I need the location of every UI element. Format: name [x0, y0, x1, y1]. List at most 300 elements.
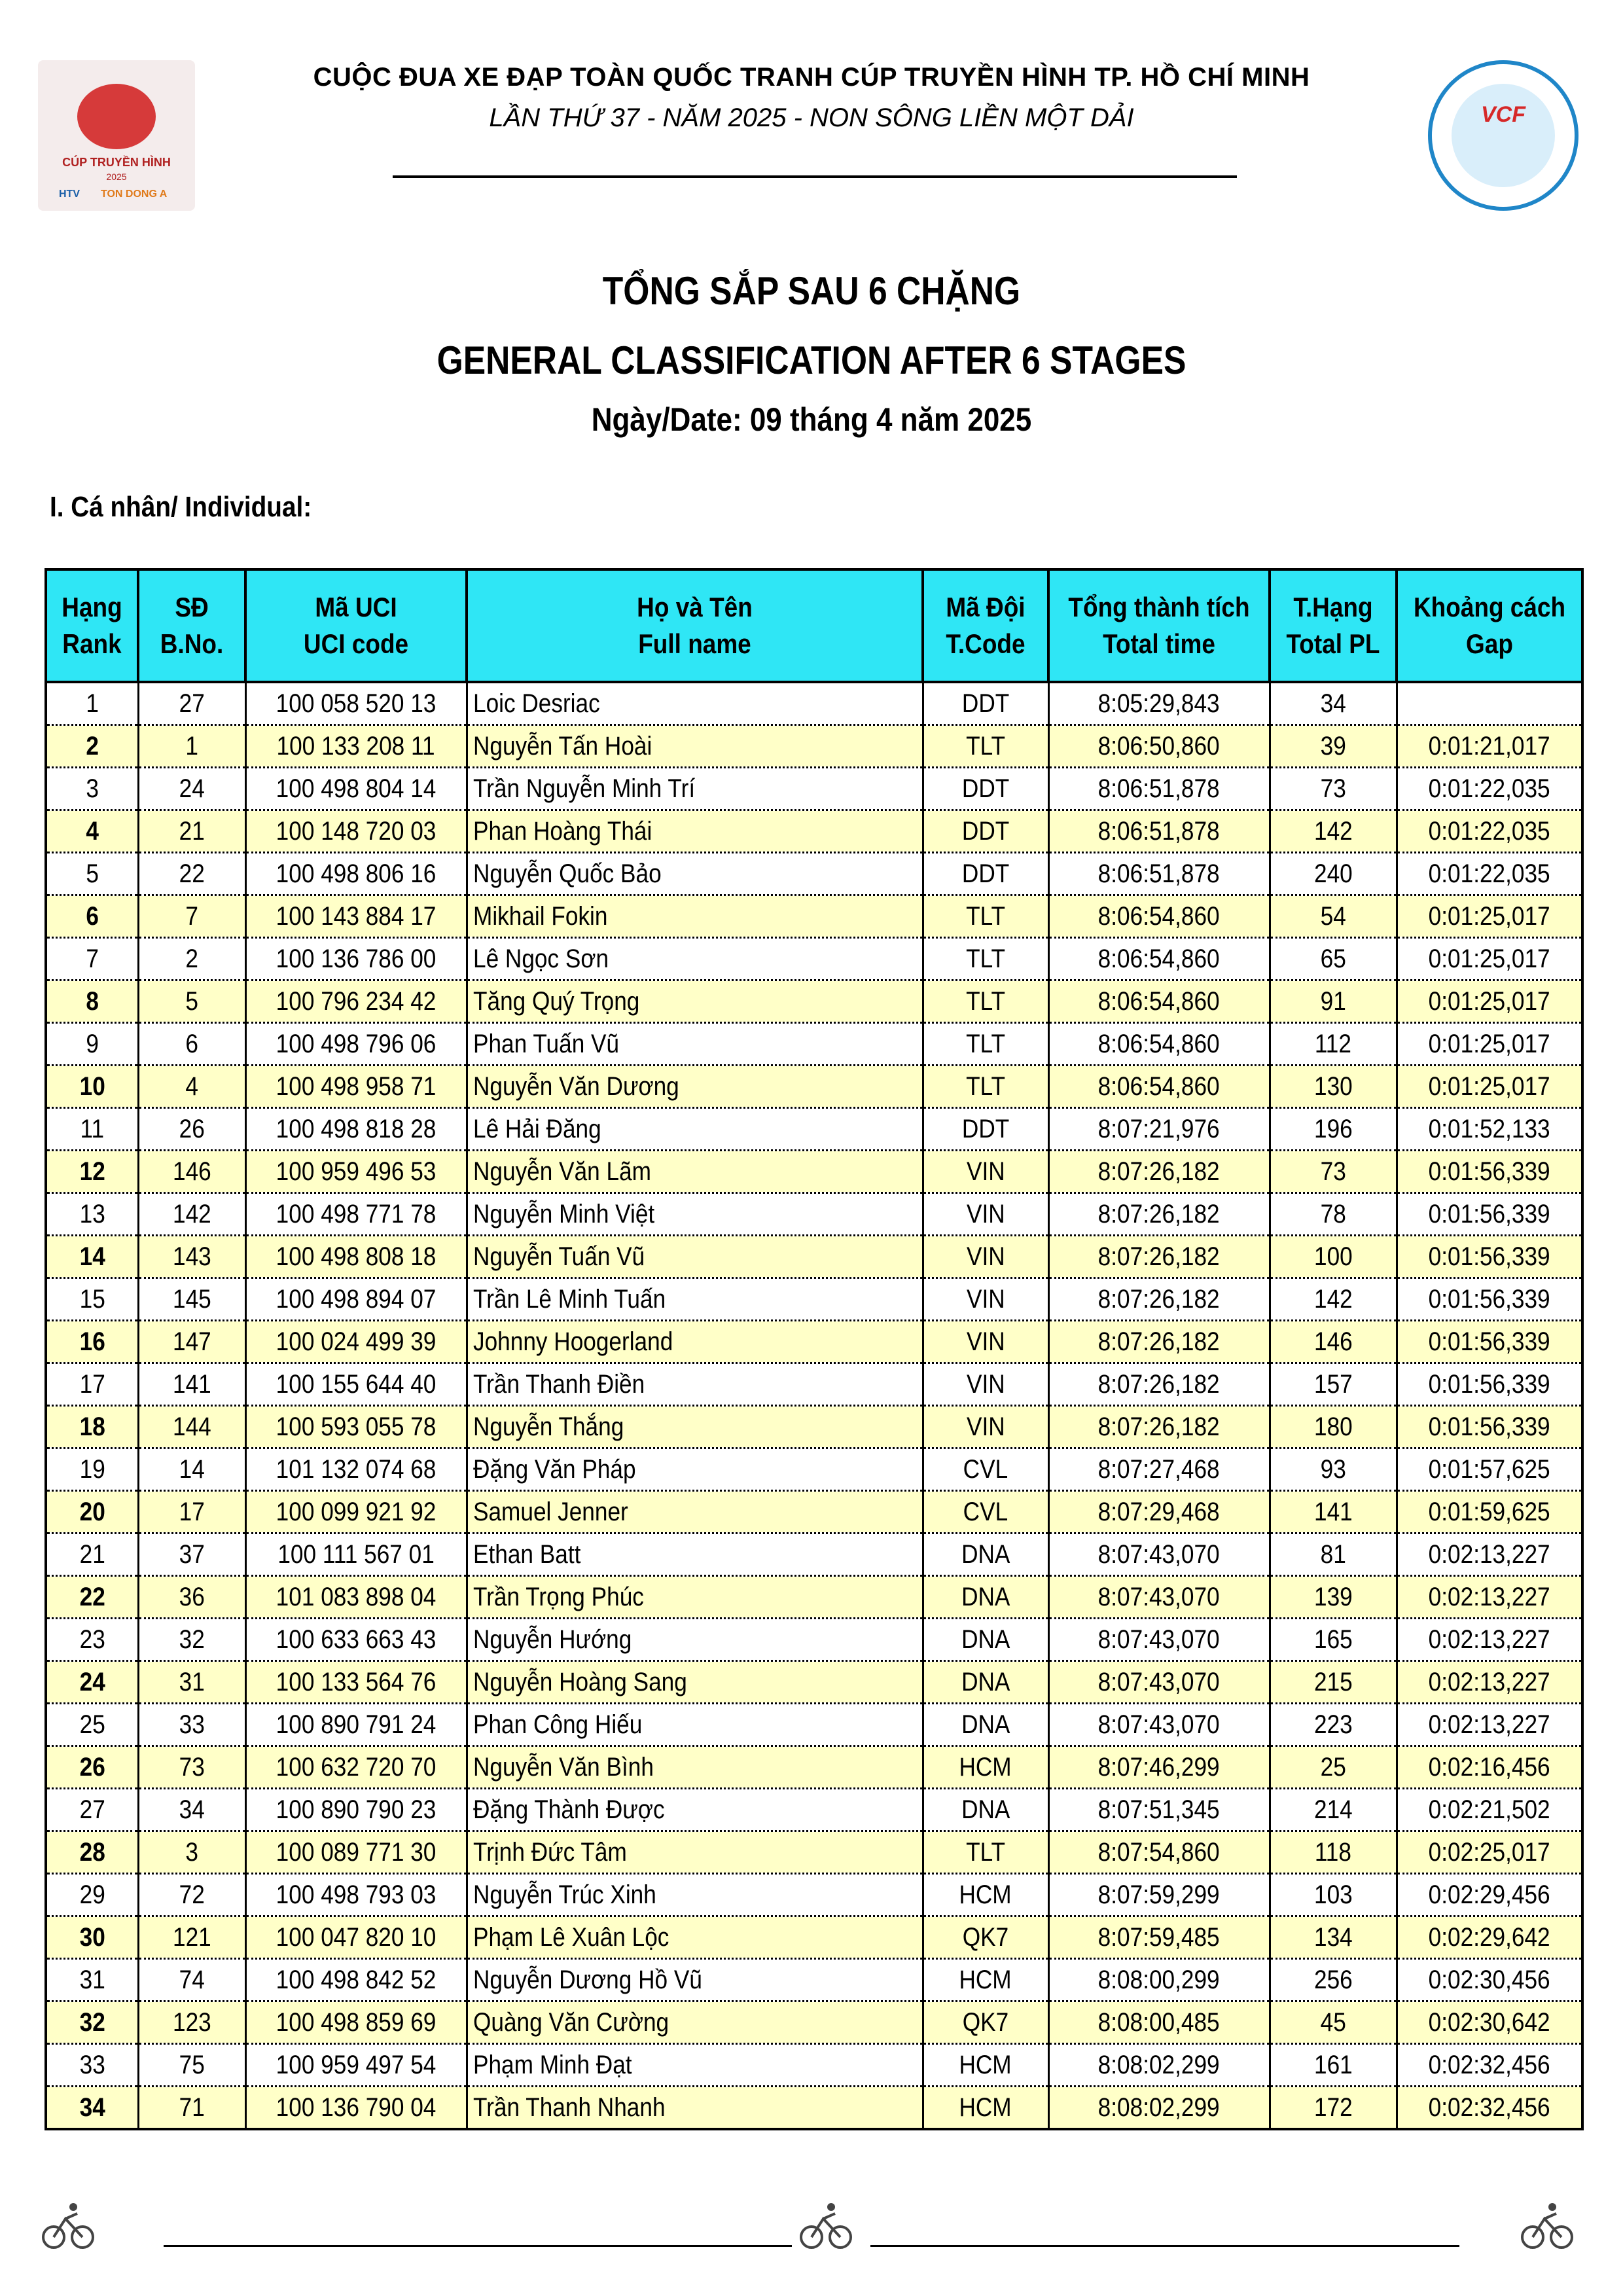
cell-team-code	[923, 725, 1048, 768]
cell-bib-text: 143	[172, 1242, 211, 1271]
cell-rank	[46, 1916, 138, 1959]
column-header-gap	[1397, 569, 1582, 682]
cell-total-time	[1048, 2001, 1270, 2044]
cell-team-code-text: TLT	[966, 986, 1005, 1016]
cell-team-code	[923, 1151, 1048, 1193]
cell-gap-text: 0:01:22,035	[1428, 774, 1550, 803]
cell-rank	[46, 1661, 138, 1704]
cell-gap-text: 0:02:13,227	[1428, 1667, 1550, 1696]
cell-total-points-text: 196	[1313, 1114, 1353, 1143]
cell-uci-code	[245, 768, 467, 810]
cell-gap-text: 0:01:59,625	[1428, 1497, 1550, 1526]
table-row	[46, 1236, 1582, 1278]
cell-uci-code	[245, 853, 467, 895]
cell-rank	[46, 1151, 138, 1193]
cell-team-code	[923, 1491, 1048, 1534]
cell-rider-name-text: Ethan Batt	[473, 1539, 580, 1569]
cell-gap	[1397, 895, 1582, 938]
cell-rank-text: 19	[79, 1454, 105, 1484]
table-row	[46, 1661, 1582, 1704]
cell-total-time	[1048, 1789, 1270, 1831]
cell-rank-text: 8	[85, 986, 99, 1016]
cell-total-points-text: 91	[1320, 986, 1346, 1016]
cell-total-points-text: 54	[1320, 901, 1346, 931]
cell-total-time	[1048, 1236, 1270, 1278]
column-header-points-line: T.Hạng	[1293, 592, 1373, 622]
cell-uci-code	[245, 1278, 467, 1321]
cell-bib-text: 17	[179, 1497, 205, 1526]
cell-uci-code	[245, 1491, 467, 1534]
cell-gap	[1397, 1066, 1582, 1108]
cell-total-time	[1048, 895, 1270, 938]
cell-uci-code	[245, 1448, 467, 1491]
cell-total-time-text: 8:05:29,843	[1098, 689, 1220, 718]
cell-total-points-text: 118	[1314, 1837, 1352, 1867]
cell-total-points-text: 112	[1314, 1029, 1352, 1058]
cell-uci-code	[245, 1236, 467, 1278]
table-row	[46, 1491, 1582, 1534]
cell-bib	[138, 2087, 245, 2130]
cell-rider-name-text: Nguyễn Văn Lãm	[473, 1157, 651, 1186]
cell-uci-code-text: 100 136 786 00	[276, 944, 437, 973]
cell-bib-text: 27	[179, 689, 205, 718]
cell-team-code	[923, 1278, 1048, 1321]
cyclist-icon	[39, 2199, 98, 2251]
cell-rank-text: 23	[79, 1624, 105, 1654]
cell-bib-text: 2	[185, 944, 198, 973]
cell-rider-name-text: Nguyễn Hoàng Sang	[473, 1667, 687, 1696]
cell-total-points-text: 141	[1313, 1497, 1353, 1526]
cell-team-code-text: VIN	[966, 1157, 1005, 1186]
cell-uci-code	[245, 1746, 467, 1789]
cell-bib-text: 75	[179, 2050, 205, 2079]
cell-team-code-text: TLT	[966, 901, 1005, 931]
cell-rank-text: 12	[79, 1157, 105, 1186]
table-row	[46, 1789, 1582, 1831]
cell-gap	[1397, 810, 1582, 853]
cell-total-time-text: 8:07:54,860	[1098, 1837, 1220, 1867]
cell-bib	[138, 2044, 245, 2087]
cell-total-points	[1270, 1236, 1397, 1278]
cell-rider-name	[467, 2044, 923, 2087]
cell-gap	[1397, 1789, 1582, 1831]
cell-gap	[1397, 1704, 1582, 1746]
cell-uci-code	[245, 2044, 467, 2087]
cell-gap-text: 0:02:30,642	[1428, 2007, 1550, 2037]
table-row	[46, 1916, 1582, 1959]
cell-team-code-text: DNA	[961, 1710, 1010, 1739]
cell-uci-code	[245, 682, 467, 725]
cell-gap-text: 0:01:56,339	[1428, 1327, 1550, 1356]
table-row	[46, 1151, 1582, 1193]
cell-total-points	[1270, 725, 1397, 768]
table-row	[46, 895, 1582, 938]
cell-rank	[46, 1278, 138, 1321]
cell-total-points	[1270, 1874, 1397, 1916]
cell-gap-text: 0:02:29,456	[1428, 1880, 1550, 1909]
cell-bib-text: 72	[179, 1880, 205, 1909]
cell-uci-code	[245, 1831, 467, 1874]
sponsor-logo: TON DONG A	[101, 188, 168, 200]
cell-total-time	[1048, 938, 1270, 980]
cell-rider-name-text: Đặng Văn Pháp	[473, 1454, 636, 1484]
cell-total-time-text: 8:07:43,070	[1098, 1582, 1220, 1611]
cell-rank-text: 25	[79, 1710, 105, 1739]
cell-total-time-text: 8:06:51,878	[1098, 816, 1220, 846]
cell-rank-text: 27	[79, 1795, 105, 1824]
cell-gap-text: 0:02:16,456	[1428, 1752, 1550, 1782]
cell-total-points	[1270, 895, 1397, 938]
cell-rank	[46, 895, 138, 938]
cell-rider-name-text: Nguyễn Văn Bình	[473, 1752, 654, 1782]
cell-uci-code-text: 100 498 818 28	[276, 1114, 437, 1143]
cell-bib-text: 31	[179, 1667, 205, 1696]
cell-rider-name-text: Nguyễn Tấn Hoài	[473, 731, 652, 761]
cell-total-points	[1270, 1959, 1397, 2001]
cell-total-points	[1270, 1023, 1397, 1066]
cell-rank-text: 30	[79, 1922, 105, 1952]
cell-total-points	[1270, 1108, 1397, 1151]
table-row	[46, 1406, 1582, 1448]
cell-total-time-text: 8:07:26,182	[1098, 1412, 1220, 1441]
cell-team-code-text: HCM	[959, 2092, 1012, 2122]
cell-total-time	[1048, 810, 1270, 853]
cell-total-time	[1048, 980, 1270, 1023]
cell-uci-code-text: 100 133 564 76	[276, 1667, 437, 1696]
table-row	[46, 1576, 1582, 1619]
cell-uci-code-text: 100 498 804 14	[276, 774, 437, 803]
document-date: Ngày/Date: 09 tháng 4 năm 2025	[591, 401, 1032, 438]
cell-total-time	[1048, 2044, 1270, 2087]
cell-bib	[138, 1916, 245, 1959]
cell-uci-code	[245, 1108, 467, 1151]
footer-line-left	[164, 2245, 792, 2247]
cell-total-points	[1270, 1448, 1397, 1491]
cell-bib	[138, 810, 245, 853]
cell-rider-name	[467, 1448, 923, 1491]
cell-rider-name	[467, 1576, 923, 1619]
cell-team-code	[923, 1448, 1048, 1491]
cell-uci-code	[245, 1661, 467, 1704]
cell-total-points-text: 240	[1313, 859, 1353, 888]
cell-total-points	[1270, 1619, 1397, 1661]
cell-uci-code	[245, 1874, 467, 1916]
cell-bib-text: 3	[185, 1837, 198, 1867]
cell-team-code-text: DDT	[961, 774, 1010, 803]
cell-uci-code	[245, 1066, 467, 1108]
cell-total-points-text: 256	[1313, 1965, 1353, 1994]
cell-gap-text: 0:01:57,625	[1428, 1454, 1550, 1484]
cell-rank-text: 22	[79, 1582, 105, 1611]
cell-total-time-text: 8:07:43,070	[1098, 1710, 1220, 1739]
cell-uci-code-text: 100 047 820 10	[276, 1922, 437, 1952]
cell-rider-name-text: Phạm Lê Xuân Lộc	[473, 1922, 669, 1952]
cell-total-time	[1048, 725, 1270, 768]
cell-gap-text: 0:01:25,017	[1428, 944, 1550, 973]
cell-rank	[46, 2001, 138, 2044]
cell-gap	[1397, 1278, 1582, 1321]
cell-uci-code	[245, 1193, 467, 1236]
cell-team-code	[923, 768, 1048, 810]
cell-uci-code-text: 100 058 520 13	[276, 689, 437, 718]
cell-team-code	[923, 1363, 1048, 1406]
table-row	[46, 682, 1582, 725]
cell-gap-text: 0:01:25,017	[1428, 901, 1550, 931]
cell-bib	[138, 682, 245, 725]
table-row	[46, 768, 1582, 810]
cell-total-time	[1048, 1363, 1270, 1406]
cell-rider-name-text: Trần Thanh Nhanh	[473, 2092, 666, 2122]
cell-rider-name	[467, 1406, 923, 1448]
column-header-team-line: Mã Đội	[946, 592, 1026, 622]
cell-total-time	[1048, 1108, 1270, 1151]
cell-total-time-text: 8:07:26,182	[1098, 1242, 1220, 1271]
cell-uci-code	[245, 1619, 467, 1661]
cell-total-points	[1270, 1151, 1397, 1193]
cell-bib-text: 4	[185, 1071, 198, 1101]
cell-total-time-text: 8:07:26,182	[1098, 1327, 1220, 1356]
cell-total-points-text: 214	[1313, 1795, 1353, 1824]
cell-total-points-text: 172	[1313, 2092, 1353, 2122]
cell-gap	[1397, 853, 1582, 895]
cell-gap	[1397, 1661, 1582, 1704]
cell-bib	[138, 1704, 245, 1746]
cell-total-points-text: 103	[1313, 1880, 1353, 1909]
cell-bib	[138, 2001, 245, 2044]
cell-team-code	[923, 1534, 1048, 1576]
cell-total-time-text: 8:08:02,299	[1098, 2050, 1220, 2079]
cell-bib-text: 1	[185, 731, 198, 761]
table-row	[46, 1704, 1582, 1746]
cell-team-code-text: HCM	[959, 1880, 1012, 1909]
cell-rank	[46, 1491, 138, 1534]
cell-rank	[46, 938, 138, 980]
cell-uci-code-text: 100 498 806 16	[276, 859, 437, 888]
cell-rank-text: 11	[80, 1114, 105, 1143]
cell-team-code-text: DDT	[961, 816, 1010, 846]
cell-rank-text: 16	[79, 1327, 105, 1356]
cell-uci-code	[245, 810, 467, 853]
cell-rider-name-text: Đặng Thành Được	[473, 1795, 665, 1824]
cyclist-silhouette-icon	[1452, 84, 1555, 187]
htv-logo: HTV	[59, 188, 80, 200]
cell-gap-text: 0:02:21,502	[1428, 1795, 1550, 1824]
cell-total-time	[1048, 1151, 1270, 1193]
footer-line-right	[870, 2245, 1459, 2247]
cell-rank-text: 34	[79, 2092, 105, 2122]
cell-gap	[1397, 2087, 1582, 2130]
column-header-bib-line: B.No.	[160, 628, 224, 659]
cell-uci-code	[245, 895, 467, 938]
cell-rank-text: 13	[79, 1199, 105, 1229]
section-heading: I. Cá nhân/ Individual:	[50, 491, 312, 523]
cell-bib-text: 21	[179, 816, 205, 846]
cell-rider-name	[467, 1066, 923, 1108]
cell-bib-text: 14	[179, 1454, 205, 1484]
cell-gap-text: 0:01:22,035	[1428, 859, 1550, 888]
cell-uci-code-text: 100 111 567 01	[277, 1539, 435, 1569]
cell-rank	[46, 1108, 138, 1151]
cell-gap	[1397, 1491, 1582, 1534]
cell-total-points-text: 161	[1313, 2050, 1353, 2079]
vcf-logo	[1428, 60, 1578, 211]
column-header-gap-line: Khoảng cách	[1413, 592, 1566, 622]
cell-total-points	[1270, 1491, 1397, 1534]
cell-rider-name	[467, 1704, 923, 1746]
cell-rank-text: 18	[79, 1412, 105, 1441]
cell-uci-code-text: 100 593 055 78	[276, 1412, 437, 1441]
cell-bib	[138, 1406, 245, 1448]
table-body	[46, 682, 1582, 2129]
cell-gap-text: 0:01:56,339	[1428, 1369, 1550, 1399]
cell-bib-text: 71	[179, 2092, 205, 2122]
cell-total-time-text: 8:07:27,468	[1098, 1454, 1220, 1484]
cell-rider-name	[467, 2001, 923, 2044]
cell-bib-text: 6	[185, 1029, 198, 1058]
cell-bib-text: 146	[172, 1157, 211, 1186]
cell-team-code-text: VIN	[966, 1242, 1005, 1271]
column-header-uci-line: UCI code	[303, 628, 409, 659]
cell-rank-text: 1	[85, 689, 99, 718]
cell-rank-text: 3	[85, 774, 99, 803]
cell-gap	[1397, 1236, 1582, 1278]
cell-total-points	[1270, 1534, 1397, 1576]
cell-bib-text: 5	[185, 986, 198, 1016]
cell-rider-name	[467, 1831, 923, 1874]
cell-gap	[1397, 980, 1582, 1023]
cell-rider-name-text: Johnny Hoogerland	[473, 1327, 673, 1356]
cell-total-points	[1270, 938, 1397, 980]
cell-rider-name-text: Trần Nguyễn Minh Trí	[473, 774, 695, 803]
table-row	[46, 725, 1582, 768]
cell-total-points-text: 134	[1313, 1922, 1353, 1952]
cell-bib-text: 33	[179, 1710, 205, 1739]
cell-rank-text: 15	[79, 1284, 105, 1314]
cell-bib	[138, 1874, 245, 1916]
table-row	[46, 1831, 1582, 1874]
cell-team-code	[923, 1661, 1048, 1704]
cell-total-time-text: 8:06:54,860	[1098, 944, 1220, 973]
cell-team-code	[923, 980, 1048, 1023]
cell-uci-code-text: 100 136 790 04	[276, 2092, 437, 2122]
cell-bib-text: 24	[179, 774, 205, 803]
cell-rank-text: 6	[85, 901, 99, 931]
cell-total-time	[1048, 1916, 1270, 1959]
cell-total-time-text: 8:07:59,485	[1098, 1922, 1220, 1952]
cell-team-code	[923, 682, 1048, 725]
table-row	[46, 810, 1582, 853]
cell-team-code-text: QK7	[962, 1922, 1009, 1952]
cell-gap-text: 0:01:56,339	[1428, 1242, 1550, 1271]
column-header-name	[467, 569, 923, 682]
cell-uci-code	[245, 980, 467, 1023]
cell-bib-text: 121	[172, 1922, 211, 1952]
cell-bib	[138, 853, 245, 895]
cell-rank-text: 10	[79, 1071, 105, 1101]
cell-rank	[46, 1576, 138, 1619]
cell-uci-code-text: 100 089 771 30	[276, 1837, 437, 1867]
cell-bib	[138, 1746, 245, 1789]
cell-rank	[46, 725, 138, 768]
document-title-en: GENERAL CLASSIFICATION AFTER 6 STAGES	[437, 338, 1186, 382]
cell-bib-text: 147	[172, 1327, 211, 1356]
cell-uci-code-text: 100 890 790 23	[276, 1795, 437, 1824]
cell-total-time-text: 8:06:51,878	[1098, 774, 1220, 803]
cell-rider-name	[467, 1959, 923, 2001]
cell-bib-text: 36	[179, 1582, 205, 1611]
cell-rider-name	[467, 1619, 923, 1661]
cell-gap-text: 0:02:13,227	[1428, 1710, 1550, 1739]
cell-total-time-text: 8:07:46,299	[1098, 1752, 1220, 1782]
cell-rank	[46, 682, 138, 725]
cell-rider-name	[467, 810, 923, 853]
cell-rider-name-text: Trần Lê Minh Tuấn	[473, 1284, 666, 1314]
cell-uci-code-text: 100 148 720 03	[276, 816, 437, 846]
cell-bib	[138, 895, 245, 938]
cell-bib	[138, 1236, 245, 1278]
cell-gap	[1397, 682, 1582, 725]
cell-bib-text: 26	[179, 1114, 205, 1143]
cell-total-points	[1270, 1661, 1397, 1704]
cell-team-code-text: TLT	[966, 1071, 1005, 1101]
cell-gap-text: 0:02:13,227	[1428, 1582, 1550, 1611]
table-row	[46, 1363, 1582, 1406]
cell-bib-text: 32	[179, 1624, 205, 1654]
cell-rider-name-text: Trần Thanh Điền	[473, 1369, 645, 1399]
cell-uci-code	[245, 1576, 467, 1619]
column-header-uci-line: Mã UCI	[315, 592, 397, 622]
cell-team-code	[923, 1831, 1048, 1874]
cell-team-code-text: DNA	[961, 1582, 1010, 1611]
cell-team-code	[923, 1916, 1048, 1959]
cell-uci-code-text: 100 632 720 70	[276, 1752, 437, 1782]
cell-rider-name-text: Nguyễn Hướng	[473, 1624, 632, 1654]
cell-bib	[138, 1321, 245, 1363]
cell-uci-code-text: 100 633 663 43	[276, 1624, 437, 1654]
cell-total-time	[1048, 2087, 1270, 2130]
table-row	[46, 1321, 1582, 1363]
cell-bib	[138, 768, 245, 810]
cell-rider-name-text: Phan Công Hiếu	[473, 1710, 642, 1739]
cell-uci-code-text: 101 132 074 68	[276, 1454, 437, 1484]
cell-gap	[1397, 1406, 1582, 1448]
cell-rider-name-text: Lê Ngọc Sơn	[473, 944, 609, 973]
header-divider	[393, 175, 1237, 178]
cell-team-code-text: HCM	[959, 1752, 1012, 1782]
cell-bib	[138, 1491, 245, 1534]
cell-total-time	[1048, 853, 1270, 895]
column-header-team-line: T.Code	[946, 628, 1026, 659]
cell-team-code-text: VIN	[966, 1327, 1005, 1356]
cell-rank-text: 14	[79, 1242, 105, 1271]
classification-table	[45, 568, 1584, 2130]
cell-rank	[46, 2044, 138, 2087]
cell-uci-code	[245, 725, 467, 768]
cell-total-points-text: 73	[1320, 1157, 1346, 1186]
cell-gap-text: 0:02:13,227	[1428, 1624, 1550, 1654]
cell-rider-name-text: Nguyễn Tuấn Vũ	[473, 1242, 645, 1271]
cell-total-points	[1270, 2087, 1397, 2130]
cell-bib-text: 145	[172, 1284, 211, 1314]
cell-total-points-text: 142	[1313, 1284, 1353, 1314]
cell-bib-text: 144	[172, 1412, 211, 1441]
cell-team-code	[923, 1789, 1048, 1831]
cell-total-points	[1270, 2001, 1397, 2044]
cell-gap-text: 0:01:21,017	[1428, 731, 1550, 761]
cell-uci-code	[245, 938, 467, 980]
cell-rank-text: 28	[79, 1837, 105, 1867]
cell-rank-text: 7	[85, 944, 99, 973]
